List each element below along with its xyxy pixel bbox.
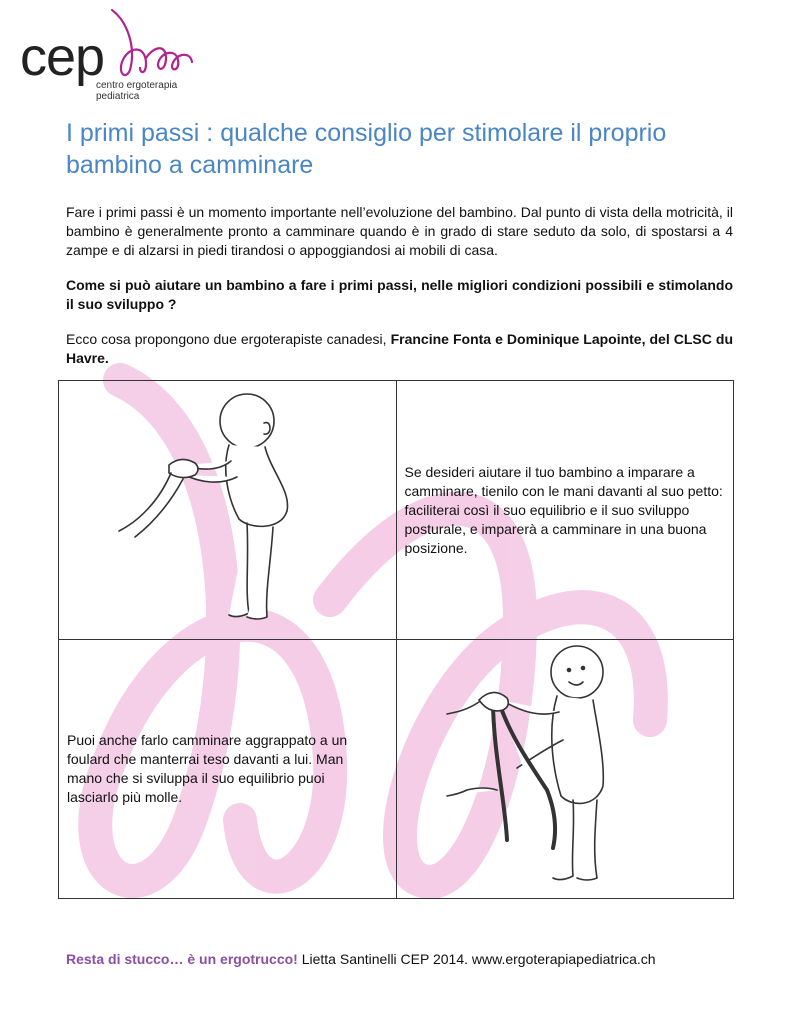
source-lead: Ecco cosa propongono due ergoterapiste canadesi, (66, 331, 387, 347)
source-authors: Francine Fonta e Dominique Lapointe, del CLSC du Havre. (66, 331, 733, 366)
tip-text-1: Se desideri aiutare il tuo bambino a imparare a camminare, tienilo con le mani davanti al suo petto: faciliterai così il suo equilibrio e il suo sviluppo posturale, e imparerà a camminare in una buona posizione. (404, 463, 723, 556)
footer-credit: Lietta Santinelli CEP 2014. www.ergoterapiapediatrica.ch (301, 951, 656, 967)
intro-paragraph: Fare i primi passi è un momento importante nell’evoluzione del bambino. Dal punto di vista della motricità, il bambino è generalmente pronto a camminare quando è in grado di stare seduto da solo, di spostarsi a 4 zampe e di alzarsi in piedi tirandosi o appoggiandosi ai mobili di casa. (66, 204, 733, 258)
logo-subtitle: centro ergoterapia pediatrica (96, 80, 178, 102)
child-held-by-hands-illustration (59, 381, 397, 639)
child-with-scarf-illustration (397, 640, 735, 898)
logo-brand: cep (20, 27, 105, 87)
tip-cell-2 (59, 640, 397, 899)
tip-cell-1 (396, 381, 734, 640)
logo (20, 8, 220, 103)
footer (66, 950, 656, 968)
illustration-cell-2 (396, 640, 734, 899)
source-paragraph (66, 330, 733, 368)
illustration-cell-1 (59, 381, 397, 640)
page-title: I primi passi : qualche consiglio per stimolare il proprio bambino a camminare (66, 119, 667, 179)
tips-table (58, 380, 734, 899)
footer-slogan: Resta di stucco… è un ergotrucco! (66, 951, 298, 967)
logo-swirl-icon (106, 8, 216, 78)
question-paragraph: Come si può aiutare un bambino a fare i primi passi, nelle migliori condizioni possibili e stimolando il suo sviluppo ? (66, 277, 733, 312)
tip-text-2: Puoi anche farlo camminare aggrappato a un foulard che manterrai teso davanti a lui. Man mano che si sviluppa il suo equilibrio puoi lasciarlo più molle. (67, 732, 348, 805)
